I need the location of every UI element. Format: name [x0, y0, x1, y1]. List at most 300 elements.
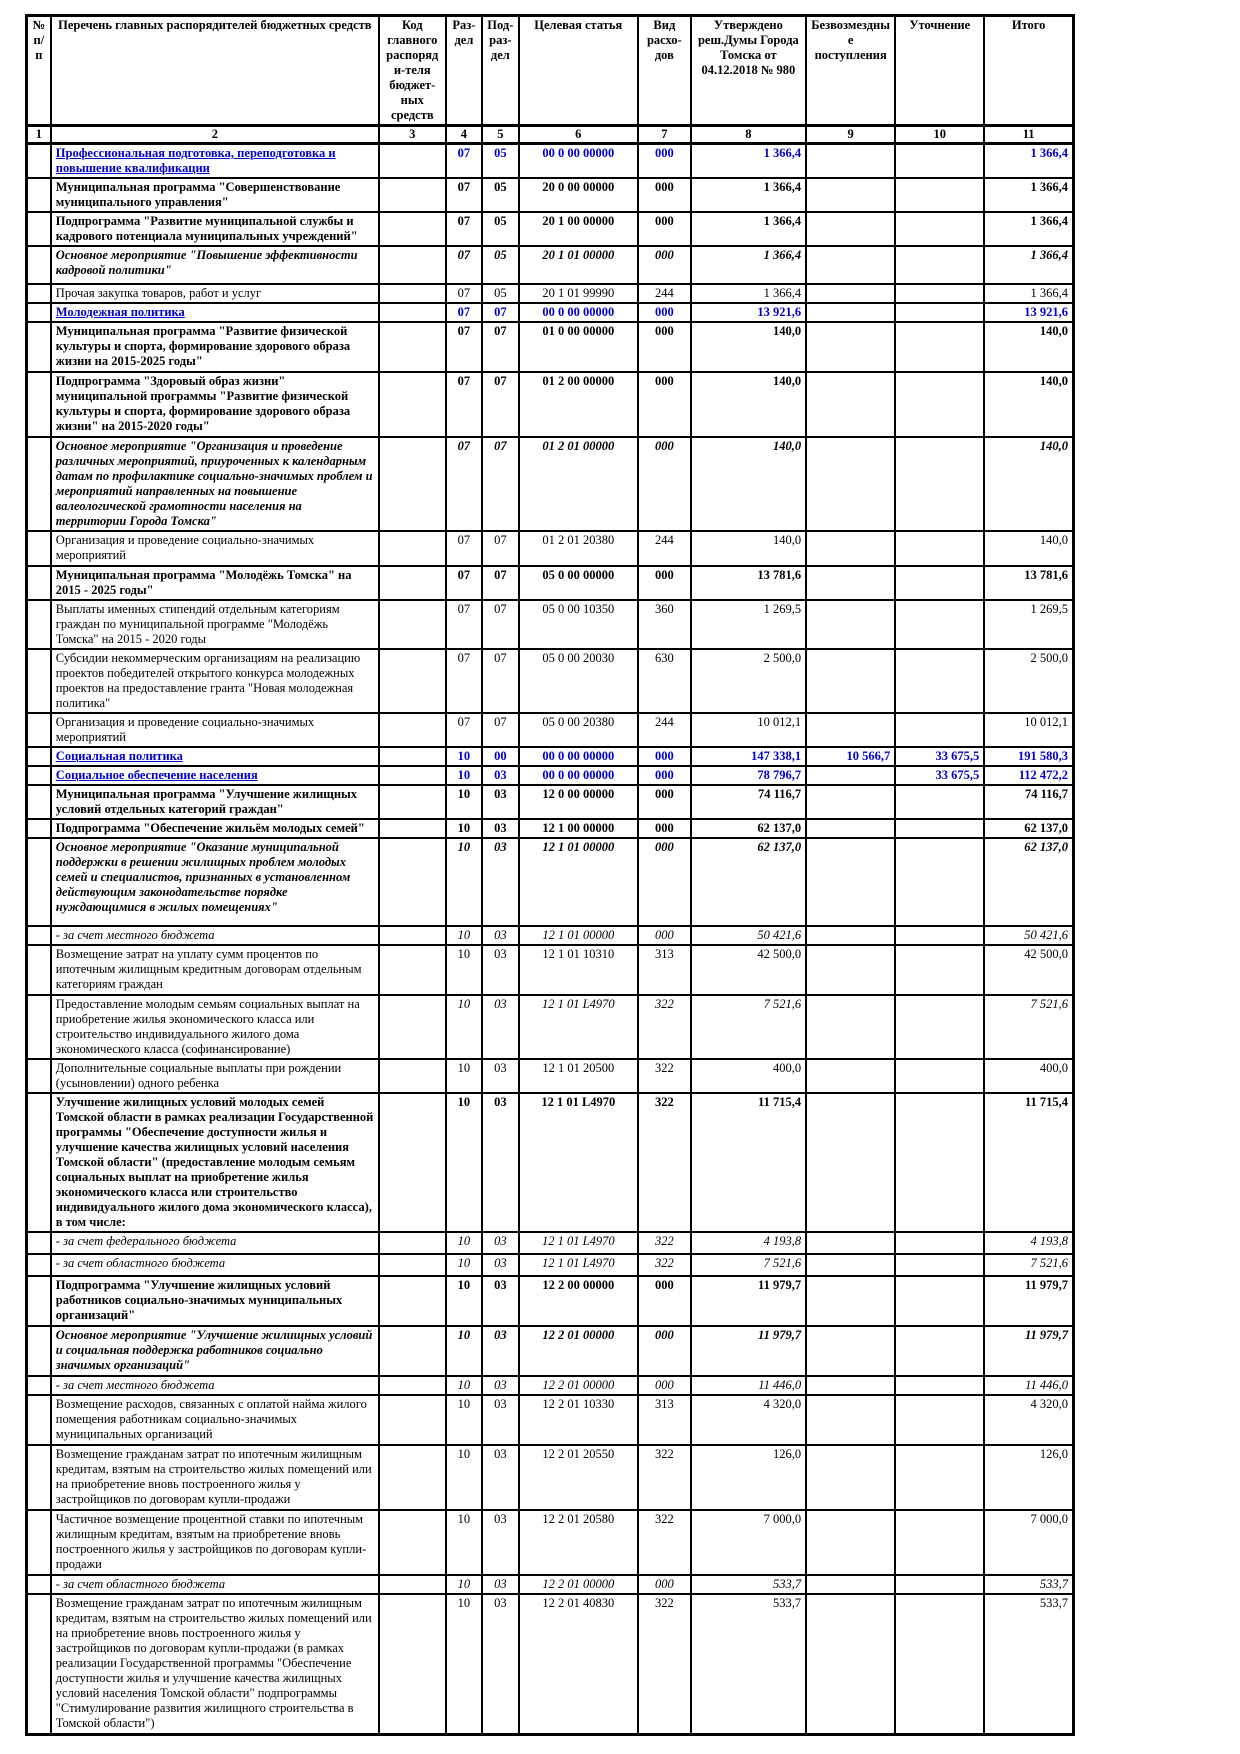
grbs-code-cell	[379, 1510, 446, 1575]
razdel-cell: 07	[446, 246, 482, 284]
table-row	[27, 1445, 1074, 1510]
expense-type-cell: 000	[638, 747, 691, 766]
total-cell: 7 521,6	[984, 995, 1073, 1059]
razdel-cell: 10	[446, 1232, 482, 1254]
grbs-code-cell	[379, 1276, 446, 1326]
item-name-cell: - за счет федерального бюджета	[51, 1232, 379, 1254]
row-number-cell	[27, 212, 51, 246]
approved-cell: 62 137,0	[691, 819, 806, 838]
adjustment-cell	[895, 1395, 984, 1445]
table-row	[27, 995, 1074, 1059]
total-cell: 42 500,0	[984, 945, 1073, 995]
target-article-cell: 12 2 01 00000	[519, 1575, 638, 1594]
header-labels-row	[27, 16, 1074, 126]
grbs-code-cell	[379, 303, 446, 322]
expense-type-cell: 322	[638, 1594, 691, 1734]
total-cell: 140,0	[984, 531, 1073, 566]
grbs-code-cell	[379, 1445, 446, 1510]
expense-type-cell: 000	[638, 1326, 691, 1376]
expense-type-cell: 000	[638, 566, 691, 600]
podrazdel-cell: 03	[482, 785, 518, 819]
table-row	[27, 144, 1074, 179]
colnum-3: 3	[379, 126, 446, 144]
table-row	[27, 785, 1074, 819]
target-article-cell: 12 1 01 L4970	[519, 995, 638, 1059]
grbs-code-cell	[379, 838, 446, 926]
gratuitous-cell	[806, 995, 895, 1059]
razdel-cell: 07	[446, 284, 482, 303]
gratuitous-cell	[806, 144, 895, 179]
approved-cell: 4 193,8	[691, 1232, 806, 1254]
target-article-cell: 01 2 01 20380	[519, 531, 638, 566]
target-article-cell: 12 2 01 10330	[519, 1395, 638, 1445]
razdel-cell: 07	[446, 531, 482, 566]
colnum-5: 5	[482, 126, 518, 144]
gratuitous-cell	[806, 945, 895, 995]
approved-cell: 126,0	[691, 1445, 806, 1510]
grbs-code-cell	[379, 437, 446, 531]
adjustment-cell	[895, 1093, 984, 1232]
podrazdel-cell: 05	[482, 212, 518, 246]
total-cell: 191 580,3	[984, 747, 1073, 766]
header-col-adjustment: Уточнение	[895, 16, 984, 126]
row-number-cell	[27, 437, 51, 531]
table-header	[27, 16, 1074, 144]
total-cell: 62 137,0	[984, 819, 1073, 838]
row-number-cell	[27, 178, 51, 212]
adjustment-cell	[895, 713, 984, 747]
podrazdel-cell: 03	[482, 838, 518, 926]
item-name-cell: Прочая закупка товаров, работ и услуг	[51, 284, 379, 303]
item-name-cell: Подпрограмма "Развитие муниципальной службы и кадрового потенциала муниципальных учреждений"	[51, 212, 379, 246]
expense-type-cell: 000	[638, 766, 691, 785]
approved-cell: 1 366,4	[691, 284, 806, 303]
razdel-cell: 10	[446, 1326, 482, 1376]
gratuitous-cell	[806, 1326, 895, 1376]
podrazdel-cell: 03	[482, 1376, 518, 1395]
grbs-code-cell	[379, 566, 446, 600]
target-article-cell: 05 0 00 20030	[519, 649, 638, 713]
expense-type-cell: 000	[638, 372, 691, 437]
colnum-7: 7	[638, 126, 691, 144]
approved-cell: 78 796,7	[691, 766, 806, 785]
approved-cell: 11 446,0	[691, 1376, 806, 1395]
row-number-cell	[27, 322, 51, 372]
podrazdel-cell: 07	[482, 531, 518, 566]
table-row	[27, 1575, 1074, 1594]
row-number-cell	[27, 1445, 51, 1510]
razdel-cell: 10	[446, 926, 482, 945]
colnum-2: 2	[51, 126, 379, 144]
adjustment-cell	[895, 144, 984, 179]
gratuitous-cell	[806, 600, 895, 649]
total-cell: 7 000,0	[984, 1510, 1073, 1575]
podrazdel-cell: 07	[482, 600, 518, 649]
approved-cell: 400,0	[691, 1059, 806, 1093]
total-cell: 112 472,2	[984, 766, 1073, 785]
grbs-code-cell	[379, 246, 446, 284]
target-article-cell: 12 1 01 00000	[519, 926, 638, 945]
approved-cell: 10 012,1	[691, 713, 806, 747]
item-name-cell: Основное мероприятие "Повышение эффективности кадровой политики"	[51, 246, 379, 284]
target-article-cell: 00 0 00 00000	[519, 144, 638, 179]
podrazdel-cell: 00	[482, 747, 518, 766]
row-number-cell	[27, 1093, 51, 1232]
expense-type-cell: 000	[638, 178, 691, 212]
colnum-1: 1	[27, 126, 51, 144]
grbs-code-cell	[379, 747, 446, 766]
approved-cell: 62 137,0	[691, 838, 806, 926]
razdel-cell: 10	[446, 838, 482, 926]
adjustment-cell	[895, 246, 984, 284]
expense-type-cell: 322	[638, 1445, 691, 1510]
table-row	[27, 372, 1074, 437]
podrazdel-cell: 07	[482, 649, 518, 713]
razdel-cell: 10	[446, 1254, 482, 1276]
row-number-cell	[27, 1276, 51, 1326]
gratuitous-cell	[806, 785, 895, 819]
total-cell: 140,0	[984, 437, 1073, 531]
row-number-cell	[27, 1575, 51, 1594]
gratuitous-cell	[806, 531, 895, 566]
gratuitous-cell	[806, 838, 895, 926]
gratuitous-cell: 10 566,7	[806, 747, 895, 766]
total-cell: 74 116,7	[984, 785, 1073, 819]
item-name-cell: Подпрограмма "Улучшение жилищных условий работников социально-значимых муниципальных организаций"	[51, 1276, 379, 1326]
total-cell: 13 781,6	[984, 566, 1073, 600]
gratuitous-cell	[806, 1594, 895, 1734]
row-number-cell	[27, 372, 51, 437]
approved-cell: 42 500,0	[691, 945, 806, 995]
header-col-name: Перечень главных распорядителей бюджетных средств	[51, 16, 379, 126]
grbs-code-cell	[379, 945, 446, 995]
header-col-approved: Утверждено реш.Думы Города Томска от 04.12.2018 № 980	[691, 16, 806, 126]
razdel-cell: 07	[446, 437, 482, 531]
expense-type-cell: 360	[638, 600, 691, 649]
row-number-cell	[27, 1594, 51, 1734]
target-article-cell: 12 1 00 00000	[519, 819, 638, 838]
target-article-cell: 05 0 00 10350	[519, 600, 638, 649]
expense-type-cell: 000	[638, 303, 691, 322]
adjustment-cell	[895, 1575, 984, 1594]
header-col-total: Итого	[984, 16, 1073, 126]
expense-type-cell: 000	[638, 1575, 691, 1594]
podrazdel-cell: 03	[482, 1232, 518, 1254]
table-row	[27, 178, 1074, 212]
header-col-target-article: Целевая статья	[519, 16, 638, 126]
adjustment-cell	[895, 1232, 984, 1254]
adjustment-cell	[895, 322, 984, 372]
podrazdel-cell: 05	[482, 284, 518, 303]
table-row	[27, 212, 1074, 246]
total-cell: 4 193,8	[984, 1232, 1073, 1254]
gratuitous-cell	[806, 1059, 895, 1093]
row-number-cell	[27, 945, 51, 995]
expense-type-cell: 322	[638, 1093, 691, 1232]
gratuitous-cell	[806, 1276, 895, 1326]
target-article-cell: 12 2 01 20580	[519, 1510, 638, 1575]
row-number-cell	[27, 566, 51, 600]
gratuitous-cell	[806, 1232, 895, 1254]
total-cell: 10 012,1	[984, 713, 1073, 747]
gratuitous-cell	[806, 1445, 895, 1510]
podrazdel-cell: 03	[482, 1575, 518, 1594]
razdel-cell: 10	[446, 1445, 482, 1510]
header-col-podrazdel: Под-раз-дел	[482, 16, 518, 126]
gratuitous-cell	[806, 1395, 895, 1445]
table-row	[27, 1594, 1074, 1734]
item-name-cell: Возмещение расходов, связанных с оплатой найма жилого помещения работникам социально-значимых муниципальных организаций	[51, 1395, 379, 1445]
razdel-cell: 07	[446, 372, 482, 437]
adjustment-cell	[895, 945, 984, 995]
grbs-code-cell	[379, 1232, 446, 1254]
item-name-cell: Основное мероприятие "Организация и проведение различных мероприятий, приуроченных к календарным датам по профилактике социально-значимых проблем и мероприятий направленных на повышение валеологической грамотности населения на территории Города Томска"	[51, 437, 379, 531]
row-number-cell	[27, 995, 51, 1059]
razdel-cell: 10	[446, 1575, 482, 1594]
approved-cell: 13 781,6	[691, 566, 806, 600]
row-number-cell	[27, 819, 51, 838]
podrazdel-cell: 03	[482, 995, 518, 1059]
item-name-cell: Улучшение жилищных условий молодых семей Томской области в рамках реализации Государственной программы "Обеспечение доступности жилья и улучшение качества жилищных условий населения Томской области" (предоставление молодым семьям социальных выплат на приобретение жилья экономического класса или строительство индивидуального жилого дома экономического класса), в том числе:	[51, 1093, 379, 1232]
approved-cell: 7 521,6	[691, 1254, 806, 1276]
item-name-cell: - за счет областного бюджета	[51, 1254, 379, 1276]
table-row	[27, 600, 1074, 649]
approved-cell: 1 269,5	[691, 600, 806, 649]
item-name-cell: Возмещение гражданам затрат по ипотечным жилищным кредитам, взятым на строительство жилых помещений или на приобретение вновь построенного жилья у застройщиков по договорам купли-продажи	[51, 1445, 379, 1510]
grbs-code-cell	[379, 785, 446, 819]
gratuitous-cell	[806, 1093, 895, 1232]
target-article-cell: 12 0 00 00000	[519, 785, 638, 819]
row-number-cell	[27, 1395, 51, 1445]
gratuitous-cell	[806, 178, 895, 212]
table-row	[27, 819, 1074, 838]
gratuitous-cell	[806, 284, 895, 303]
adjustment-cell	[895, 1254, 984, 1276]
grbs-code-cell	[379, 995, 446, 1059]
expense-type-cell: 000	[638, 246, 691, 284]
adjustment-cell	[895, 1445, 984, 1510]
grbs-code-cell	[379, 284, 446, 303]
colnum-4: 4	[446, 126, 482, 144]
header-col-grbs-code: Код главного распоряди-теля бюджет-ных средств	[379, 16, 446, 126]
target-article-cell: 20 1 01 99990	[519, 284, 638, 303]
budget-expenditure-table	[25, 14, 1075, 1736]
item-name-cell: Основное мероприятие "Улучшение жилищных условий и социальная поддержка работников социально значимых организаций"	[51, 1326, 379, 1376]
target-article-cell: 12 2 00 00000	[519, 1276, 638, 1326]
approved-cell: 11 979,7	[691, 1326, 806, 1376]
header-col-gratuitous: Безвозмездные поступления	[806, 16, 895, 126]
approved-cell: 1 366,4	[691, 246, 806, 284]
expense-type-cell: 000	[638, 838, 691, 926]
target-article-cell: 00 0 00 00000	[519, 766, 638, 785]
target-article-cell: 12 1 01 10310	[519, 945, 638, 995]
target-article-cell: 12 1 01 L4970	[519, 1093, 638, 1232]
grbs-code-cell	[379, 531, 446, 566]
table-row	[27, 1232, 1074, 1254]
table-row	[27, 1254, 1074, 1276]
total-cell: 50 421,6	[984, 926, 1073, 945]
target-article-cell: 20 1 01 00000	[519, 246, 638, 284]
expense-type-cell: 244	[638, 531, 691, 566]
row-number-cell	[27, 144, 51, 179]
podrazdel-cell: 07	[482, 437, 518, 531]
adjustment-cell	[895, 178, 984, 212]
razdel-cell: 10	[446, 747, 482, 766]
row-number-cell	[27, 1059, 51, 1093]
adjustment-cell	[895, 819, 984, 838]
adjustment-cell	[895, 1326, 984, 1376]
colnum-8: 8	[691, 126, 806, 144]
total-cell: 533,7	[984, 1575, 1073, 1594]
podrazdel-cell: 03	[482, 1395, 518, 1445]
expense-type-cell: 244	[638, 713, 691, 747]
approved-cell: 140,0	[691, 437, 806, 531]
podrazdel-cell: 05	[482, 144, 518, 179]
adjustment-cell	[895, 303, 984, 322]
podrazdel-cell: 05	[482, 178, 518, 212]
target-article-cell: 12 1 01 L4970	[519, 1254, 638, 1276]
item-name-cell: Возмещение затрат на уплату сумм процентов по ипотечным жилищным кредитным договорам отдельным категориям граждан	[51, 945, 379, 995]
target-article-cell: 12 2 01 00000	[519, 1326, 638, 1376]
expense-type-cell: 000	[638, 819, 691, 838]
razdel-cell: 07	[446, 178, 482, 212]
podrazdel-cell: 03	[482, 819, 518, 838]
row-number-cell	[27, 1326, 51, 1376]
table-row	[27, 1276, 1074, 1326]
target-article-cell: 01 0 00 00000	[519, 322, 638, 372]
expense-type-cell: 000	[638, 785, 691, 819]
razdel-cell: 07	[446, 212, 482, 246]
table-row	[27, 1326, 1074, 1376]
total-cell: 1 366,4	[984, 284, 1073, 303]
item-name-cell: Возмещение гражданам затрат по ипотечным жилищным кредитам, взятым на строительство жилых помещений или на приобретение вновь построенного жилья у застройщиков по договорам купли-продажи (в рамках реализации Государственной программы "Обеспечение доступности жилья и улучшение качества жилищных условий населения Томской области" подпрограммы "Стимулирование развития жилищного строительства в Томской области")	[51, 1594, 379, 1734]
expense-type-cell: 000	[638, 144, 691, 179]
grbs-code-cell	[379, 1395, 446, 1445]
expense-type-cell: 322	[638, 995, 691, 1059]
table-row	[27, 566, 1074, 600]
row-number-cell	[27, 1510, 51, 1575]
row-number-cell	[27, 785, 51, 819]
item-name-cell: - за счет областного бюджета	[51, 1575, 379, 1594]
item-name-cell: - за счет местного бюджета	[51, 1376, 379, 1395]
item-name-cell: Организация и проведение социально-значимых мероприятий	[51, 531, 379, 566]
razdel-cell: 07	[446, 322, 482, 372]
gratuitous-cell	[806, 437, 895, 531]
item-name-cell: Молодежная политика	[51, 303, 379, 322]
razdel-cell: 10	[446, 1395, 482, 1445]
header-numbers-row	[27, 126, 1074, 144]
expense-type-cell: 000	[638, 212, 691, 246]
gratuitous-cell	[806, 713, 895, 747]
table-row	[27, 926, 1074, 945]
item-name-cell: Организация и проведение социально-значимых мероприятий	[51, 713, 379, 747]
razdel-cell: 10	[446, 1376, 482, 1395]
razdel-cell: 07	[446, 144, 482, 179]
expense-type-cell: 244	[638, 284, 691, 303]
grbs-code-cell	[379, 1376, 446, 1395]
target-article-cell: 01 2 01 00000	[519, 437, 638, 531]
podrazdel-cell: 07	[482, 713, 518, 747]
razdel-cell: 10	[446, 819, 482, 838]
approved-cell: 140,0	[691, 531, 806, 566]
approved-cell: 11 715,4	[691, 1093, 806, 1232]
total-cell: 2 500,0	[984, 649, 1073, 713]
row-number-cell	[27, 747, 51, 766]
target-article-cell: 12 1 01 20500	[519, 1059, 638, 1093]
podrazdel-cell: 03	[482, 1093, 518, 1232]
row-number-cell	[27, 1376, 51, 1395]
gratuitous-cell	[806, 372, 895, 437]
colnum-9: 9	[806, 126, 895, 144]
row-number-cell	[27, 649, 51, 713]
table-row	[27, 1395, 1074, 1445]
item-name-cell: Частичное возмещение процентной ставки по ипотечным жилищным кредитам, взятым на приобретение вновь построенного жилья у застройщиков по договорам купли-продажи	[51, 1510, 379, 1575]
razdel-cell: 07	[446, 303, 482, 322]
target-article-cell: 20 1 00 00000	[519, 212, 638, 246]
podrazdel-cell: 03	[482, 1510, 518, 1575]
table-row	[27, 945, 1074, 995]
grbs-code-cell	[379, 144, 446, 179]
grbs-code-cell	[379, 649, 446, 713]
gratuitous-cell	[806, 649, 895, 713]
item-name-cell: Основное мероприятие "Оказание муниципальной поддержки в решении жилищных проблем молодых семей и специалистов, признанных в установленном действующим законодательстве порядке нуждающимися в жилых помещениях"	[51, 838, 379, 926]
row-number-cell	[27, 1254, 51, 1276]
grbs-code-cell	[379, 178, 446, 212]
gratuitous-cell	[806, 766, 895, 785]
total-cell: 13 921,6	[984, 303, 1073, 322]
razdel-cell: 10	[446, 1059, 482, 1093]
header-col-npp: № п/п	[27, 16, 51, 126]
target-article-cell: 00 0 00 00000	[519, 303, 638, 322]
adjustment-cell	[895, 785, 984, 819]
podrazdel-cell: 05	[482, 246, 518, 284]
approved-cell: 74 116,7	[691, 785, 806, 819]
adjustment-cell	[895, 1510, 984, 1575]
grbs-code-cell	[379, 926, 446, 945]
expense-type-cell: 000	[638, 1376, 691, 1395]
table-row	[27, 1059, 1074, 1093]
razdel-cell: 10	[446, 1093, 482, 1232]
item-name-cell: Предоставление молодым семьям социальных выплат на приобретение жилья экономического класса или строительство индивидуального жилого дома экономического класса (софинансирование)	[51, 995, 379, 1059]
total-cell: 4 320,0	[984, 1395, 1073, 1445]
razdel-cell: 10	[446, 1594, 482, 1734]
table-row	[27, 747, 1074, 766]
grbs-code-cell	[379, 819, 446, 838]
row-number-cell	[27, 600, 51, 649]
adjustment-cell	[895, 1276, 984, 1326]
colnum-11: 11	[984, 126, 1073, 144]
podrazdel-cell: 03	[482, 1594, 518, 1734]
header-col-expense-type: Вид расхо-дов	[638, 16, 691, 126]
table-row	[27, 1376, 1074, 1395]
total-cell: 1 366,4	[984, 212, 1073, 246]
podrazdel-cell: 03	[482, 1445, 518, 1510]
table-row	[27, 437, 1074, 531]
expense-type-cell: 000	[638, 1276, 691, 1326]
expense-type-cell: 313	[638, 1395, 691, 1445]
razdel-cell: 10	[446, 766, 482, 785]
item-name-cell: Субсидии некоммерческим организациям на реализацию проектов победителей открытого конкурса молодежных проектов на предоставление гранта "Новая молодежная политика"	[51, 649, 379, 713]
total-cell: 1 366,4	[984, 246, 1073, 284]
target-article-cell: 12 2 01 20550	[519, 1445, 638, 1510]
item-name-cell: Социальная политика	[51, 747, 379, 766]
adjustment-cell	[895, 649, 984, 713]
adjustment-cell	[895, 1376, 984, 1395]
table-row	[27, 246, 1074, 284]
podrazdel-cell: 07	[482, 303, 518, 322]
table-row	[27, 1510, 1074, 1575]
gratuitous-cell	[806, 926, 895, 945]
